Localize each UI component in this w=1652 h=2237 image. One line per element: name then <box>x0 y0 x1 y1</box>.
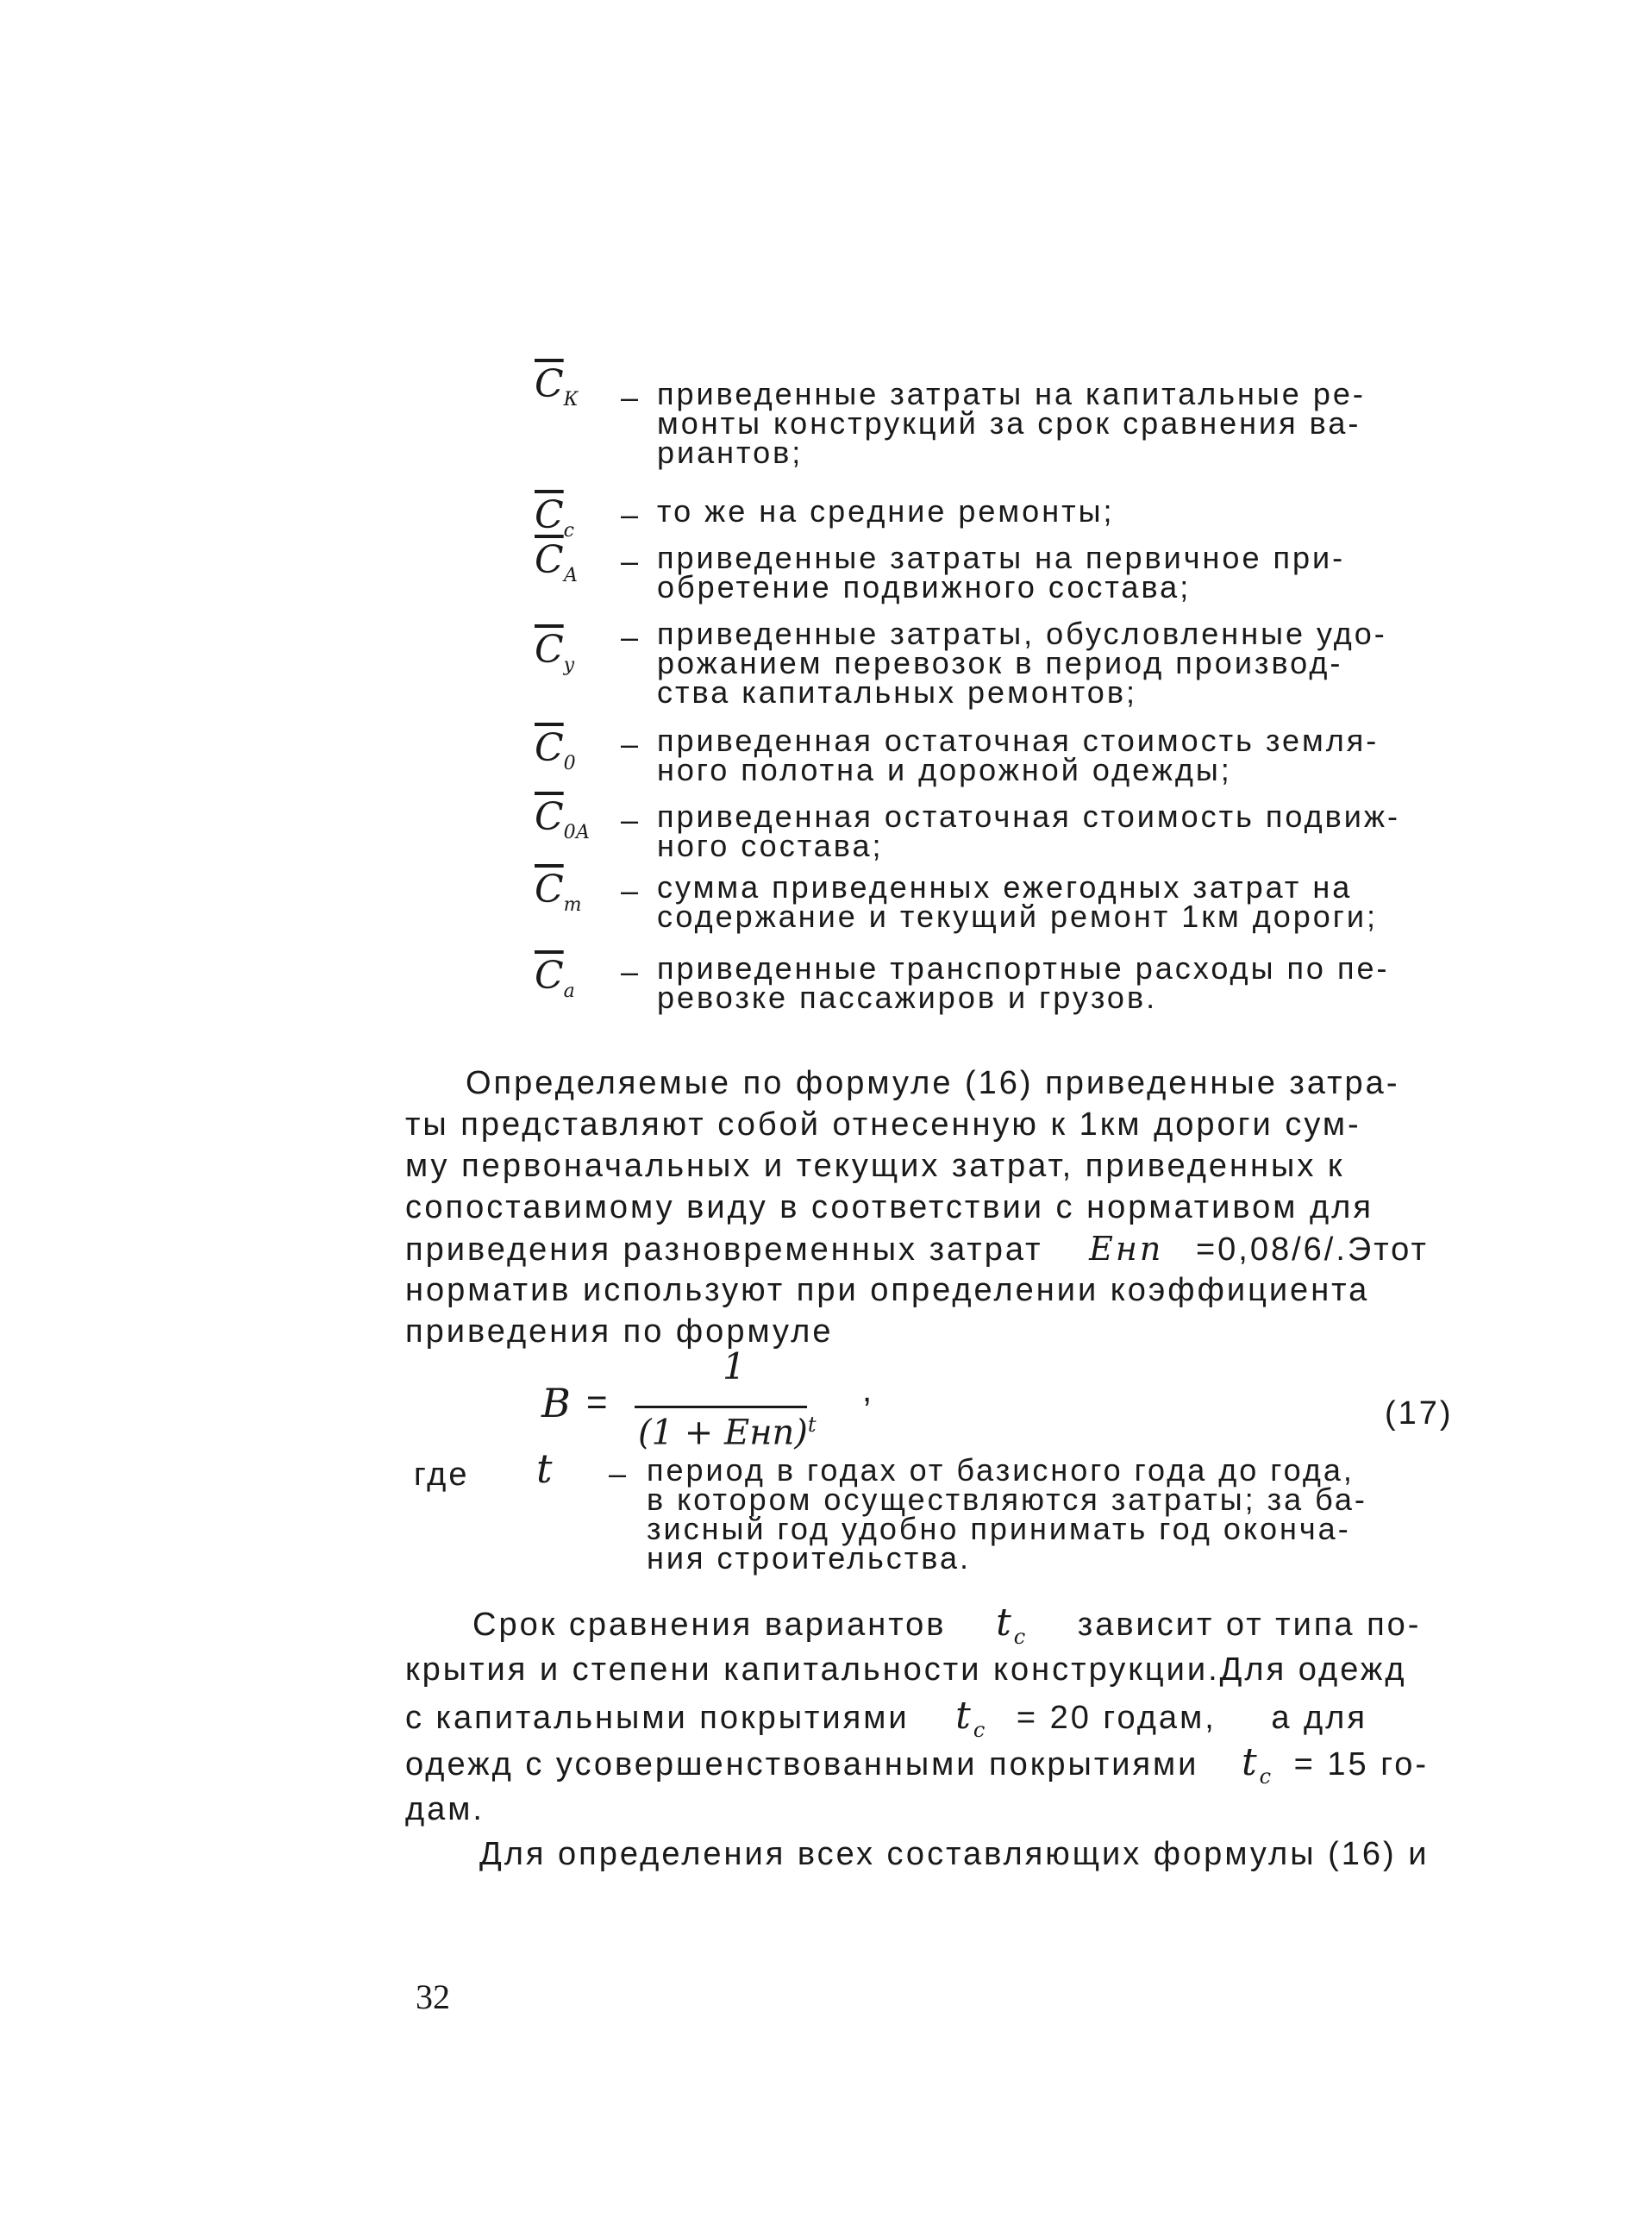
formula-number: (17) <box>1385 1395 1454 1432</box>
formula-comma: , <box>862 1371 873 1409</box>
dash: – <box>621 379 639 415</box>
definition-text: сумма приведенных ежегодных затрат на содержание и текущий ремонт 1км дороги; <box>657 869 1379 934</box>
symbol-ct: $\overline{C}_т$ <box>535 868 582 916</box>
dash: – <box>621 954 639 989</box>
definition-text: приведенные затраты, обусловленные удо- рожанием перевозок в период производ- ства капитальных ремонтов; <box>657 616 1387 710</box>
definition-text: приведенные затраты на капитальные ре- монты конструкций за срок сравнения ва- риантов; <box>657 376 1366 470</box>
symbol-ck: $\overline{C}_К$ <box>535 362 579 410</box>
paragraph-line: Для определения всех составляющих формулы (16) и <box>479 1836 1430 1872</box>
where-label: где <box>414 1457 470 1493</box>
paragraph-line: одежд с усовершенствованными покрытиями $t_с = 15$ го- <box>405 1740 1430 1789</box>
dash: – <box>621 497 639 532</box>
paragraph-line: му первоначальных и текущих затрат, приведенных к <box>405 1148 1345 1184</box>
symbol-ca: $\overline{C}_А$ <box>535 538 579 586</box>
formula-equals: = <box>586 1382 608 1422</box>
formula-denominator: (1 + Eнп)$^t$ <box>638 1413 817 1453</box>
paragraph-line: норматив используют при определении коэффициента <box>405 1272 1370 1308</box>
symbol-ca-transport: $\overline{C}_а$ <box>535 954 575 1002</box>
page-number: 32 <box>416 1977 450 2016</box>
dash: – <box>621 726 639 761</box>
paragraph-line: сопоставимому виду в соответствии с нормативом для <box>405 1189 1374 1225</box>
dash: – <box>621 873 639 908</box>
paragraph-line: дам. <box>405 1791 485 1827</box>
symbol-c0: $\overline{C}_0$ <box>535 726 576 774</box>
dash: – <box>621 543 639 579</box>
dash: – <box>621 802 639 837</box>
paragraph-line: приведения разновременных затрат Eнп =0,08/6/.Этот <box>405 1230 1429 1268</box>
paragraph-line: Определяемые по формуле (16) приведенные затра- <box>466 1065 1400 1101</box>
where-text: период в годах от базисного года до года, в котором осуществляются затраты; за ба- зисный год удобно принимать год оконча- ния строительства. <box>647 1452 1367 1576</box>
paragraph-line: Срок сравнения вариантов $t_с$ зависит от типа по- <box>472 1601 1422 1649</box>
tc-symbol: $t_с$ <box>955 1694 988 1742</box>
enp-symbol: Eнп <box>1089 1230 1164 1268</box>
paragraph-line: ты представляют собой отнесенную к 1км дороги сум- <box>405 1106 1361 1143</box>
dash: – <box>609 1456 627 1491</box>
paragraph-line: с капитальными покрытиями $t_с = 20$ годам, а для <box>405 1694 1367 1742</box>
paragraph-line: крытия и степени капитальности конструкции.Для одежд <box>405 1651 1407 1688</box>
where-symbol-t: t <box>536 1445 553 1492</box>
definition-text: приведенные транспортные расходы по пе- ревозке пассажиров и грузов. <box>657 950 1390 1015</box>
formula-lhs: B <box>541 1380 571 1426</box>
symbol-c0a: $\overline{C}_{0А}$ <box>535 795 591 843</box>
definition-text: приведенная остаточная стоимость земля- ного полотна и дорожной одежды; <box>657 723 1380 787</box>
symbol-cy: $\overline{C}_у$ <box>535 628 575 676</box>
fraction-bar <box>635 1406 807 1408</box>
formula-numerator: 1 <box>723 1345 746 1388</box>
symbol-cc: $\overline{C}_с$ <box>535 493 574 542</box>
definition-text: то же на средние ремонты; <box>657 493 1115 529</box>
definition-text: приведенная остаточная стоимость подвиж- ного состава; <box>657 799 1400 863</box>
definition-text: приведенные затраты на первичное при- обретение подвижного состава; <box>657 540 1346 605</box>
tc-symbol: $t_с$ <box>996 1601 1029 1649</box>
tc-symbol: $t_с$ <box>1241 1740 1274 1789</box>
paragraph-line: приведения по формуле <box>405 1313 834 1350</box>
dash: – <box>621 619 639 655</box>
